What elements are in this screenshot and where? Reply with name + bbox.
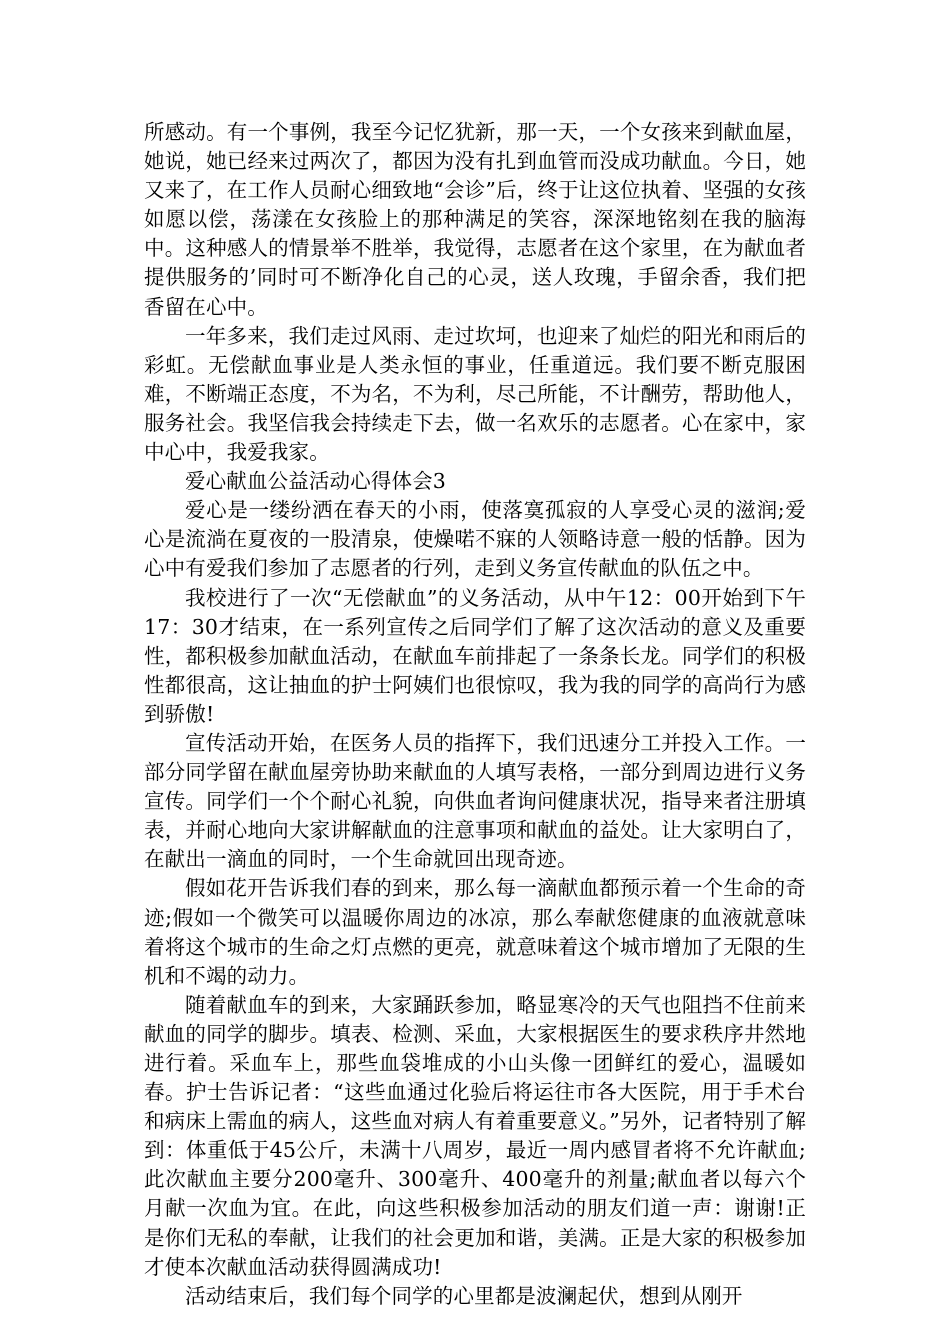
section-heading: 爱心献血公益活动心得体会3: [185, 469, 446, 494]
document-body: [144, 118, 806, 1311]
paragraph: 一年多来，我们走过风雨、走过坎坷，也迎来了灿烂的阳光和雨后的彩虹。无偿献血事业是人类永恒的事业，任重道远。我们要不断克服困难，不断端正态度，不为名，不为利，尽己所能，不计酬劳，帮助他人，服务社会。我坚信我会持续走下去，做一名欢乐的志愿者。心在家中，家中心中，我爱我家。: [144, 323, 806, 465]
paragraph: 我校进行了一次“无偿献血”的义务活动，从中午12：00开始到下午17：30才结束，在一系列宣传之后同学们了解了这次活动的意义及重要性，都积极参加献血活动，在献血车前排起了一条条长龙。同学们的积极性都很高，这让抽血的护士阿姨们也很惊叹，我为我的同学的高尚行为感到骄傲!: [144, 585, 806, 726]
paragraph-continued: 所感动。有一个事例，我至今记忆犹新，那一天，一个女孩来到献血屋，她说，她已经来过两次了，都因为没有扎到血管而没成功献血。今日，她又来了，在工作人员耐心细致地“会诊”后，终于让这位执着、坚强的女孩如愿以偿，荡漾在女孩脸上的那种满足的笑容，深深地铭刻在我的脑海中。这种感人的情景举不胜举，我觉得，志愿者在这个家里，在为献血者提供服务的’同时可不断净化自己的心灵，送人玫瑰，手留余香，我们把香留在心中。: [144, 120, 806, 319]
paragraph: 宣传活动开始，在医务人员的指挥下，我们迅速分工并投入工作。一部分同学留在献血屋旁协助来献血的人填写表格，一部分到周边进行义务宣传。同学们一个个耐心礼貌，向供血者询问健康状况，指导来者注册填表，并耐心地向大家讲解献血的注意事项和献血的益处。让大家明白了，在献出一滴血的同时，一个生命就回出现奇迹。: [144, 730, 806, 872]
paragraph: 假如花开告诉我们春的到来，那么每一滴献血都预示着一个生命的奇迹;假如一个微笑可以温暖你周边的冰凉，那么奉献您健康的血液就意味着将这个城市的生命之灯点燃的更亮，就意味着这个城市增加了无限的生机和不竭的动力。: [144, 876, 806, 988]
paragraph-truncated: 活动结束后，我们每个同学的心里都是波澜起伏，想到从刚开: [185, 1283, 743, 1308]
paragraph: 随着献血车的到来，大家踊跃参加，略显寒冷的天气也阻挡不住前来献血的同学的脚步。填表、检测、采血，大家根据医生的要求秩序井然地进行着。采血车上，那些血袋堆成的小山头像一团鲜红的爱心，温暖如春。护士告诉记者：“这些血通过化验后将运往市各大医院，用于手术台和病床上需血的病人，这些血对病人有着重要意义。”另外，记者特别了解到：体重低于45公斤，未满十八周岁，最近一周内感冒者将不允许献血;此次献血主要分200毫升、300毫升、400毫升的剂量;献血者以每六个月献一次血为宜。在此，向这些积极参加活动的朋友们道一声：谢谢!正是你们无私的奉献，让我们的社会更加和谐，美满。正是大家的积极参加才使本次献血活动获得圆满成功!: [144, 992, 806, 1279]
paragraph: 爱心是一缕纷洒在春天的小雨，使落寞孤寂的人享受心灵的滋润;爱心是流淌在夏夜的一股清泉，使燥喏不寐的人领略诗意一般的恬静。因为心中有爱我们参加了志愿者的行列，走到义务宣传献血的队伍之中。: [144, 498, 806, 581]
